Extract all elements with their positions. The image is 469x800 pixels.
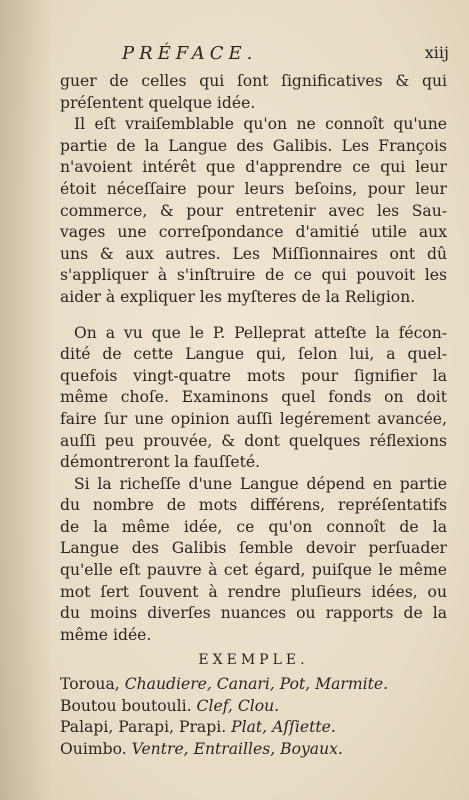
text-line: commerce, & pour entretenir avec les Sau-: [60, 201, 447, 220]
text-line: Il eſt vraiſemblable qu'on ne connoît qu'une: [74, 115, 447, 134]
text-line: auſſi peu prouvée, & dont quelques réflexions: [60, 431, 447, 450]
text-line: aider à expliquer les myſteres de la Religion.: [60, 287, 416, 306]
text-line: même choſe. Examinons quel fonds on doit: [60, 388, 447, 407]
text-line: Si la richeſſe d'une Langue dépend en partie: [74, 474, 447, 493]
text-line: uns & aux autres. Les Miſſionnaires ont dû: [60, 244, 447, 263]
text-line: s'appliquer à s'inſtruire de ce qui pouvoit les: [60, 266, 447, 285]
example-heading: EXEMPLE.: [198, 652, 309, 669]
galibi-term: Palapi, Parapi, Prapi.: [60, 718, 232, 737]
french-gloss: Ventre, Entrailles, Boyaux.: [131, 739, 343, 758]
example-row: [60, 739, 447, 761]
text-line: préſentent quelque idée.: [60, 93, 256, 112]
galibi-term: Boutou boutouli.: [60, 696, 197, 715]
text-line: partie de la Langue des Galibis. Les François: [60, 136, 447, 155]
french-gloss: Chaudiere, Canari, Pot, Marmite.: [124, 675, 389, 694]
example-list: [60, 674, 447, 760]
paragraph: [60, 114, 447, 308]
running-head: PRÉFACE.: [122, 43, 258, 64]
galibi-term: Ouimbo.: [60, 739, 132, 758]
text-line: mot ſert ſouvent à rendre pluſieurs idées, ou: [60, 582, 447, 601]
text-line: démontreront la fauſſeté.: [60, 453, 261, 472]
paragraph: [60, 71, 447, 114]
text-line: qu'elle eſt pauvre à cet égard, puiſque le même: [60, 561, 447, 580]
binding-shadow: [0, 0, 52, 800]
example-row: [60, 717, 447, 739]
french-gloss: Clef, Clou.: [196, 696, 280, 715]
text-line: même idée.: [60, 625, 152, 644]
text-line: du nombre de mots différens, repréſentatifs: [60, 496, 447, 515]
paragraph-gap: [60, 309, 447, 323]
example-row: [60, 674, 447, 696]
paragraph: [60, 323, 447, 474]
page-number: xiij: [424, 43, 449, 62]
text-line: quefois vingt-quatre mots pour ſignifier la: [60, 366, 447, 385]
text-line: de la même idée, ce qu'on connoît de la: [60, 517, 447, 536]
text-line: Langue des Galibis ſemble devoir perſuader: [60, 539, 447, 558]
text-line: dité de cette Langue qui, ſelon lui, a quel-: [60, 345, 447, 364]
page-header: [60, 43, 455, 69]
text-line: guer de celles qui ſont ſignificatives & qui: [60, 72, 447, 90]
galibi-term: Toroua,: [60, 675, 125, 694]
text-line: faire ſur une opinion auſſi legérement avancée,: [60, 409, 447, 428]
text-line: On a vu que le P. Pelleprat atteſte la fécon-: [74, 323, 447, 342]
text-line: n'avoient intérêt que d'apprendre ce qui leur: [60, 158, 447, 177]
french-gloss: Plat, Aſſiette.: [231, 718, 336, 737]
text-line: du moins diverſes nuances ou rapports de la: [60, 604, 447, 623]
example-row: [60, 696, 447, 718]
body-text: [60, 71, 447, 760]
paragraph: [60, 474, 447, 647]
text-line: étoit néceſſaire pour leurs beſoins, pour leur: [60, 179, 447, 198]
text-line: vages une correſpondance d'amitié utile aux: [60, 223, 447, 242]
